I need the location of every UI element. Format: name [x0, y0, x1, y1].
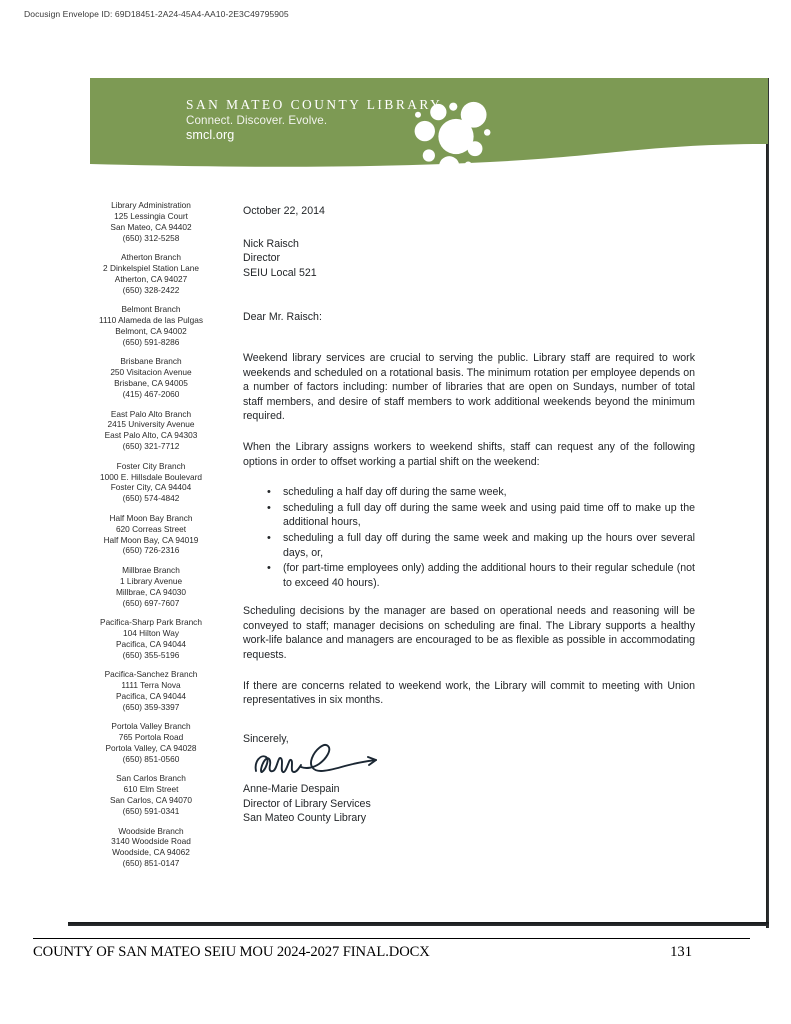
- branch-address-line: 620 Correas Street: [115, 523, 187, 534]
- signer-line: San Mateo County Library: [243, 812, 367, 825]
- branch-address-line: (650) 697-7607: [122, 597, 180, 608]
- branch-address-line: 3140 Woodside Road: [111, 836, 191, 847]
- branch-address: [60, 200, 242, 244]
- branch-name: Millbrae Branch: [122, 564, 180, 575]
- branch-address: [60, 461, 242, 505]
- branch-address-line: (650) 574-4842: [122, 493, 180, 504]
- recipient-line: SEIU Local 521: [243, 266, 317, 279]
- branch-address-line: 765 Portola Road: [118, 732, 184, 743]
- brand-block: [186, 97, 442, 142]
- branch-address-line: Millbrae, CA 94030: [115, 586, 187, 597]
- branch-name: Half Moon Bay Branch: [109, 512, 193, 523]
- branch-address: [60, 617, 242, 661]
- branch-address: [60, 252, 242, 296]
- brand-tagline: Connect. Discover. Evolve.: [186, 114, 328, 128]
- branch-address: [60, 304, 242, 348]
- paragraph-options-intro: When the Library assigns workers to weekend shifts, staff can request any of the following options in order to offset working a partial shift on the weekend:: [243, 440, 695, 468]
- branch-address-line: 1110 Alameda de las Pulgas: [99, 315, 203, 326]
- offset-options-list: [243, 485, 695, 590]
- signer-block: [243, 782, 695, 825]
- branch-name: Woodside Branch: [118, 825, 184, 836]
- salutation: Dear Mr. Raisch:: [243, 311, 322, 324]
- bullet-dot-icon: •: [267, 501, 271, 514]
- list-item-label: (for part-time employees only) adding the additional hours to their regular schedule (not to exceed 40 hours).: [283, 562, 695, 589]
- list-item: [243, 531, 695, 560]
- footer-page-number: 131: [670, 944, 692, 960]
- branch-address: [60, 409, 242, 453]
- branch-address-line: Pacifica, CA 94044: [115, 638, 187, 649]
- list-item-label: scheduling a full day off during the same week and using paid time off to make up the additional hours,: [283, 501, 695, 529]
- page-edge-shadow-bottom: [68, 922, 769, 926]
- branch-address-line: (650) 355-5196: [122, 649, 180, 660]
- branch-address-line: (650) 591-8286: [122, 336, 180, 347]
- signer-line: Director of Library Services: [243, 797, 371, 810]
- branch-address-line: Half Moon Bay, CA 94019: [103, 534, 199, 545]
- letter-date: October 22, 2014: [243, 205, 325, 217]
- branch-address: [60, 669, 242, 713]
- branch-address-line: (650) 312-5258: [122, 232, 180, 243]
- branch-address-line: East Palo Alto, CA 94303: [104, 430, 198, 441]
- branch-address-line: Brisbane, CA 94005: [114, 378, 188, 389]
- branch-name: Atherton Branch: [121, 252, 181, 263]
- branch-address-line: 1 Library Avenue: [119, 575, 183, 586]
- branch-address-line: San Mateo, CA 94402: [110, 221, 192, 232]
- branch-address-line: Atherton, CA 94027: [114, 273, 188, 284]
- brand-url: smcl.org: [186, 128, 235, 143]
- branch-address-line: San Carlos, CA 94070: [109, 795, 193, 806]
- recipient-line: Nick Raisch: [243, 237, 299, 250]
- branch-address-line: 1000 E. Hillsdale Boulevard: [100, 471, 202, 482]
- branch-address-line: Pacifica, CA 94044: [115, 690, 187, 701]
- branch-address-line: Belmont, CA 94002: [115, 326, 187, 337]
- sign-off: Sincerely,: [243, 732, 289, 745]
- branch-address-line: (415) 467-2060: [122, 389, 180, 400]
- branch-name: Portola Valley Branch: [111, 721, 191, 732]
- brand-title: SAN MATEO COUNTY LIBRARY: [186, 97, 443, 112]
- branch-address: [60, 826, 242, 870]
- paragraph-union-meeting: If there are concerns related to weekend work, the Library will commit to meeting with Union representatives in six months.: [243, 679, 695, 707]
- list-item: [243, 501, 695, 530]
- letter-body: [243, 204, 695, 826]
- list-item: [243, 561, 695, 590]
- bullet-dot-icon: •: [267, 486, 271, 499]
- branch-address-line: Woodside, CA 94062: [112, 847, 190, 858]
- branch-address: [60, 721, 242, 765]
- list-item: [243, 485, 695, 500]
- branch-address: [60, 565, 242, 609]
- branch-address-line: Foster City, CA 94404: [110, 482, 192, 493]
- branch-name: East Palo Alto Branch: [110, 408, 192, 419]
- docusign-envelope-id: Docusign Envelope ID: 69D18451-2A24-45A4-AA10-2E3C49795905: [24, 9, 289, 19]
- branch-address-line: (650) 851-0560: [122, 753, 180, 764]
- branch-address-line: (650) 726-2316: [122, 545, 180, 556]
- branch-address-line: (650) 328-2422: [122, 284, 180, 295]
- footer-document-title: COUNTY OF SAN MATEO SEIU MOU 2024-2027 FINAL.DOCX: [33, 944, 430, 960]
- branch-name: Brisbane Branch: [120, 356, 182, 367]
- branch-address-column: [60, 200, 242, 878]
- bullet-dot-icon: •: [267, 562, 271, 575]
- branch-address-line: 250 Visitacion Avenue: [110, 367, 192, 378]
- branch-address-line: Portola Valley, CA 94028: [105, 743, 197, 754]
- document-footer: [33, 938, 750, 961]
- branch-address-line: (650) 321-7712: [122, 441, 180, 452]
- branch-address-line: 1111 Terra Nova: [121, 680, 181, 691]
- branch-address-line: 2415 University Avenue: [107, 419, 195, 430]
- branch-address-line: 104 Hilton Way: [123, 627, 179, 638]
- branch-name: Pacifica-Sanchez Branch: [104, 669, 198, 680]
- branch-name: Foster City Branch: [116, 460, 186, 471]
- signature-area: [243, 732, 695, 826]
- branch-address: [60, 513, 242, 557]
- paragraph-scheduling-decisions: Scheduling decisions by the manager are based on operational needs and reasoning will be conveyed to staff; manager decisions on scheduling are final. The Library supports a healthy work-life balance and managers are encouraged to be as flexible as possible in accommodating requests.: [243, 605, 695, 662]
- list-item-label: scheduling a half day off during the same week,: [283, 486, 507, 499]
- recipient-address-block: [243, 237, 695, 281]
- letterhead-masthead: [90, 78, 768, 173]
- branch-address: [60, 773, 242, 817]
- branch-name: Belmont Branch: [121, 304, 181, 315]
- branch-address-line: 2 Dinkelspiel Station Lane: [103, 263, 199, 274]
- list-item-label: scheduling a full day off during the same week and making up the hours over several days, or,: [283, 531, 695, 559]
- paragraph-weekend-services: Weekend library services are crucial to serving the public. Library staff are required to work weekends and scheduled on a rotational basis. The minimum rotation per employee depends on a number of factors including: number of libraries that are open on Sundays, number of total staff members, and desire of staff members to work additional weekends beyond the minimum required.: [243, 351, 695, 423]
- bullet-dot-icon: •: [267, 531, 271, 544]
- recipient-line: Director: [243, 252, 281, 265]
- branch-name: San Carlos Branch: [116, 773, 186, 784]
- branch-address: [60, 356, 242, 400]
- branch-address-line: 610 Elm Street: [123, 784, 179, 795]
- signer-line: Anne-Marie Despain: [243, 783, 340, 796]
- branch-name: Library Administration: [111, 200, 191, 210]
- branch-address-line: 125 Lessingia Court: [114, 210, 188, 221]
- branch-address-line: (650) 359-3397: [122, 701, 180, 712]
- branch-address-line: (650) 851-0147: [122, 858, 180, 869]
- branch-name: Pacifica-Sharp Park Branch: [100, 617, 202, 627]
- page-edge-shadow-right: [766, 78, 769, 928]
- branch-address-line: (650) 591-0341: [122, 806, 180, 817]
